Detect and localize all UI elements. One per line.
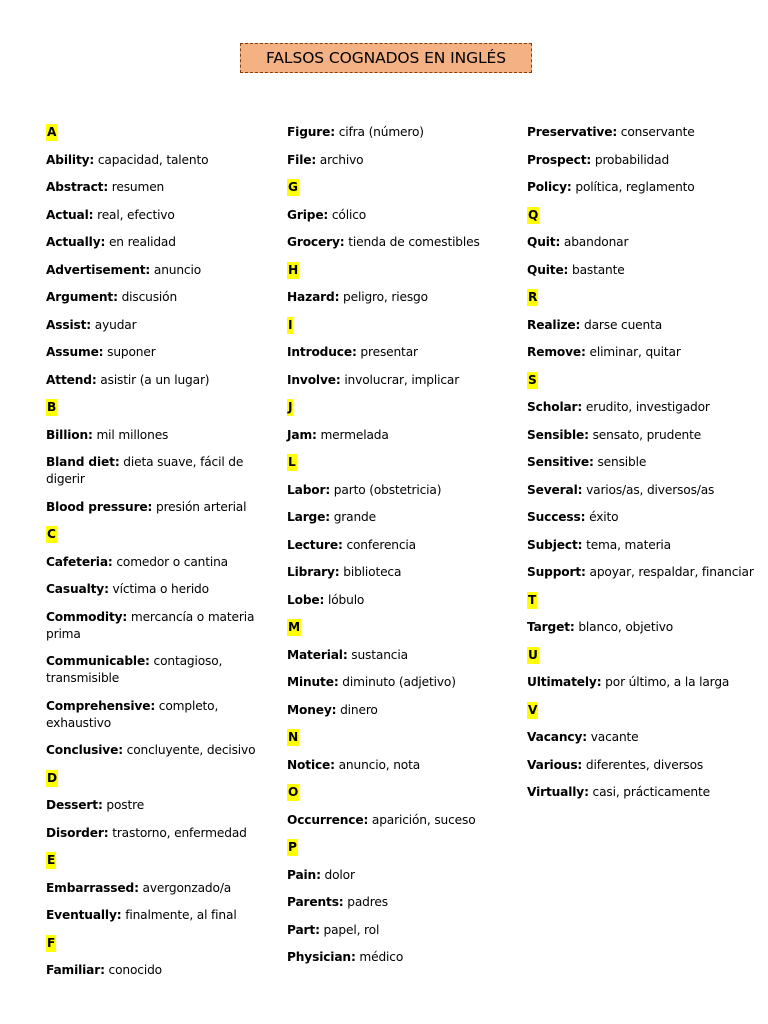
glossary-entry: [46, 581, 274, 598]
entry-definition: capacidad, talento: [94, 152, 209, 167]
letter-heading: [287, 784, 515, 801]
glossary-entry: [46, 825, 274, 842]
entry-term: Virtually:: [527, 785, 589, 799]
entry-definition: ayudar: [91, 317, 137, 332]
glossary-entry: [46, 372, 274, 389]
entry-definition: dieta suave, fácil de digerir: [46, 455, 244, 486]
entry-definition: cifra (número): [335, 125, 424, 139]
entry-definition: avergonzado/a: [138, 880, 232, 895]
entry-definition: probabilidad: [591, 152, 670, 167]
letter-heading-label: M: [288, 620, 300, 634]
glossary-entry: [287, 537, 515, 554]
column-1: [46, 124, 274, 990]
entry-term: Familiar:: [46, 963, 105, 977]
entry-definition: apoyar, respaldar, financiar: [585, 565, 754, 579]
glossary-entry: [46, 554, 274, 571]
entry-term: Figure:: [287, 125, 336, 139]
glossary-entry: [287, 124, 515, 141]
entry-definition: sensato, prudente: [588, 427, 702, 442]
letter-heading-label: E: [47, 853, 56, 867]
entry-term: Introduce:: [287, 345, 357, 359]
glossary-entry: [46, 962, 274, 979]
entry-term: Attend:: [46, 372, 97, 387]
letter-heading: [287, 619, 515, 636]
entry-term: Communicable:: [46, 654, 150, 668]
letter-heading-label: F: [47, 935, 56, 950]
letter-heading-label: G: [288, 180, 298, 194]
entry-definition: trastorno, enfermedad: [108, 825, 247, 840]
entry-definition: mermelada: [316, 427, 389, 442]
entry-definition: asistir (a un lugar): [96, 372, 210, 387]
entry-term: Realize:: [527, 317, 581, 332]
entry-term: Quit:: [527, 235, 561, 249]
entry-term: Actual:: [46, 207, 94, 222]
entry-definition: biblioteca: [339, 565, 402, 579]
entry-definition: sensible: [593, 455, 647, 469]
entry-definition: presentar: [356, 345, 418, 359]
letter-heading: [287, 399, 515, 416]
entry-definition: dolor: [320, 867, 355, 882]
entry-definition: tema, materia: [582, 537, 671, 552]
glossary-entry: [527, 509, 755, 526]
entry-term: Occurrence:: [287, 812, 369, 827]
glossary-entry: [46, 289, 274, 306]
entry-definition: conservante: [617, 125, 695, 139]
letter-heading: [527, 207, 755, 224]
letter-heading: [287, 729, 515, 746]
glossary-entry: [287, 427, 515, 444]
glossary-entry: [46, 609, 274, 643]
entry-definition: padres: [343, 895, 388, 909]
entry-definition: bastante: [568, 262, 625, 277]
entry-definition: darse cuenta: [580, 317, 663, 332]
entry-term: Vacancy:: [527, 730, 587, 744]
entry-definition: erudito, investigador: [582, 400, 710, 414]
entry-term: Actually:: [46, 235, 106, 249]
letter-heading: [287, 839, 515, 856]
entry-term: Blood pressure:: [46, 499, 153, 514]
glossary-entry: [287, 812, 515, 829]
entry-term: Support:: [527, 565, 586, 579]
letter-heading: [527, 372, 755, 389]
letter-heading-label: J: [288, 400, 293, 414]
entry-term: Lecture:: [287, 537, 343, 552]
entry-definition: concluyente, decisivo: [122, 743, 256, 757]
entry-term: Various:: [527, 757, 583, 772]
entry-term: Ultimately:: [527, 675, 602, 689]
entry-definition: eliminar, quitar: [585, 345, 681, 359]
entry-definition: política, reglamento: [571, 180, 695, 194]
entry-definition: presión arterial: [152, 499, 247, 514]
glossary-entry: [46, 234, 274, 251]
letter-heading-label: C: [47, 527, 56, 541]
glossary-entry: [527, 317, 755, 334]
glossary-entry: [527, 564, 755, 581]
glossary-entry: [46, 907, 274, 924]
entry-definition: finalmente, al final: [121, 908, 237, 922]
glossary-entry: [287, 674, 515, 691]
glossary-entry: [46, 653, 274, 687]
entry-definition: comedor o cantina: [112, 554, 228, 569]
glossary-entry: [46, 698, 274, 732]
entry-definition: varios/as, diversos/as: [582, 482, 715, 497]
glossary-entry: [527, 179, 755, 196]
entry-definition: blanco, objetivo: [574, 620, 674, 634]
entry-term: Physician:: [287, 950, 356, 964]
glossary-entry: [287, 647, 515, 664]
entry-term: Commodity:: [46, 609, 128, 624]
glossary-entry: [527, 537, 755, 554]
letter-heading-label: A: [47, 125, 57, 139]
entry-term: Conclusive:: [46, 743, 123, 757]
glossary-entry: [527, 757, 755, 774]
entry-definition: parto (obstetricia): [330, 482, 442, 497]
entry-definition: peligro, riesgo: [339, 290, 428, 304]
glossary-entry: [287, 592, 515, 609]
entry-term: Money:: [287, 702, 337, 717]
glossary-entry: [46, 179, 274, 196]
entry-definition: víctima o herido: [108, 582, 209, 596]
entry-term: Hazard:: [287, 290, 340, 304]
entry-definition: anuncio: [150, 262, 202, 277]
entry-term: Pain:: [287, 867, 321, 882]
entry-term: Comprehensive:: [46, 698, 156, 713]
glossary-entry: [287, 152, 515, 169]
glossary-entry: [287, 702, 515, 719]
glossary-entry: [46, 207, 274, 224]
entry-definition: grande: [329, 510, 376, 524]
entry-term: Advertisement:: [46, 262, 151, 277]
entry-definition: dinero: [336, 702, 378, 717]
letter-heading-label: V: [528, 702, 538, 717]
entry-term: Scholar:: [527, 400, 583, 414]
glossary-entry: [46, 499, 274, 516]
entry-term: Minute:: [287, 675, 339, 689]
glossary-entry: [527, 124, 755, 141]
entry-term: Grocery:: [287, 235, 345, 249]
letter-heading: [287, 317, 515, 334]
letter-heading-label: U: [528, 647, 538, 662]
glossary-entry: [46, 344, 274, 361]
glossary-entry: [287, 372, 515, 389]
entry-definition: involucrar, implicar: [340, 372, 460, 387]
entry-definition: real, efectivo: [93, 207, 175, 222]
glossary-entry: [527, 152, 755, 169]
glossary-entry: [46, 797, 274, 814]
glossary-entry: [527, 262, 755, 279]
glossary-entry: [287, 509, 515, 526]
letter-heading: [46, 399, 274, 416]
letter-heading: [287, 454, 515, 471]
entry-term: Material:: [287, 647, 348, 662]
entry-term: Jam:: [287, 427, 317, 442]
entry-definition: mil millones: [92, 427, 169, 442]
entry-term: Disorder:: [46, 825, 109, 840]
letter-heading-label: L: [288, 455, 296, 469]
entry-definition: contagioso, transmisible: [46, 654, 223, 685]
entry-term: Remove:: [527, 345, 586, 359]
glossary-entry: [287, 482, 515, 499]
entry-term: Gripe:: [287, 207, 329, 222]
glossary-entry: [527, 482, 755, 499]
glossary-entry: [527, 674, 755, 691]
entry-definition: anuncio, nota: [334, 757, 421, 772]
entry-term: Dessert:: [46, 798, 103, 812]
entry-term: Casualty:: [46, 582, 109, 596]
entry-term: Policy:: [527, 180, 572, 194]
letter-heading-label: H: [288, 262, 299, 277]
entry-term: Preservative:: [527, 125, 618, 139]
glossary-entry: [287, 234, 515, 251]
entry-definition: mercancía o materia prima: [46, 609, 255, 641]
entry-definition: discusión: [117, 290, 178, 304]
glossary-entry: [287, 922, 515, 939]
entry-definition: suponer: [103, 345, 156, 359]
column-3: [527, 124, 755, 812]
entry-definition: sustancia: [347, 647, 408, 662]
glossary-entry: [46, 427, 274, 444]
glossary-entry: [527, 427, 755, 444]
entry-definition: en realidad: [105, 235, 176, 249]
glossary-entry: [46, 742, 274, 759]
glossary-entry: [287, 894, 515, 911]
title-box: [240, 43, 532, 73]
letter-heading-label: Q: [528, 207, 539, 222]
letter-heading: [527, 647, 755, 664]
entry-term: Parents:: [287, 895, 344, 909]
entry-definition: postre: [102, 798, 145, 812]
entry-definition: conocido: [104, 963, 162, 977]
entry-term: Large:: [287, 510, 330, 524]
entry-term: Lobe:: [287, 592, 325, 607]
letter-heading: [46, 852, 274, 869]
entry-term: Sensitive:: [527, 455, 594, 469]
glossary-entry: [527, 619, 755, 636]
entry-term: Billion:: [46, 427, 93, 442]
entry-term: Success:: [527, 510, 586, 524]
glossary-entry: [287, 207, 515, 224]
entry-term: Cafeteria:: [46, 554, 113, 569]
entry-term: Notice:: [287, 757, 335, 772]
entry-definition: médico: [355, 950, 404, 964]
glossary-entry: [287, 344, 515, 361]
page-title: FALSOS COGNADOS EN INGLÉS: [266, 49, 506, 67]
letter-heading: [46, 935, 274, 952]
letter-heading-label: T: [528, 592, 537, 607]
glossary-entry: [46, 880, 274, 897]
glossary-entry: [287, 949, 515, 966]
glossary-entry: [46, 152, 274, 169]
letter-heading: [46, 770, 274, 787]
letter-heading: [527, 289, 755, 306]
glossary-entry: [46, 454, 274, 488]
entry-term: Prospect:: [527, 152, 592, 167]
glossary-entry: [287, 289, 515, 306]
letter-heading: [527, 592, 755, 609]
entry-definition: completo, exhaustivo: [46, 698, 219, 730]
entry-definition: resumen: [108, 180, 165, 194]
entry-definition: diminuto (adjetivo): [338, 675, 456, 689]
glossary-entry: [287, 564, 515, 581]
entry-term: File:: [287, 152, 317, 167]
entry-term: Assist:: [46, 317, 92, 332]
entry-term: Quite:: [527, 262, 569, 277]
entry-term: Eventually:: [46, 908, 122, 922]
letter-heading: [287, 179, 515, 196]
glossary-entry: [527, 399, 755, 416]
entry-definition: abandonar: [560, 235, 629, 249]
letter-heading: [287, 262, 515, 279]
letter-heading-label: R: [528, 290, 538, 304]
entry-definition: conferencia: [342, 537, 416, 552]
glossary-entry: [287, 757, 515, 774]
entry-term: Involve:: [287, 372, 341, 387]
entry-definition: éxito: [585, 510, 619, 524]
letter-heading-label: D: [47, 770, 57, 785]
glossary-entry: [527, 234, 755, 251]
glossary-entry: [527, 784, 755, 801]
letter-heading-label: O: [288, 785, 299, 799]
entry-definition: cólico: [328, 207, 367, 222]
entry-term: Several:: [527, 482, 583, 497]
entry-term: Subject:: [527, 537, 583, 552]
column-2: [287, 124, 515, 977]
entry-term: Ability:: [46, 152, 95, 167]
letter-heading: [46, 526, 274, 543]
entry-definition: papel, rol: [319, 922, 380, 937]
entry-definition: casi, prácticamente: [588, 785, 710, 799]
letter-heading-label: P: [288, 840, 297, 854]
entry-definition: por último, a la larga: [601, 675, 730, 689]
entry-term: Embarrassed:: [46, 880, 139, 895]
glossary-entry: [527, 454, 755, 471]
glossary-entry: [287, 867, 515, 884]
entry-definition: aparición, suceso: [368, 812, 476, 827]
letter-heading-label: I: [288, 317, 293, 332]
glossary-entry: [527, 344, 755, 361]
entry-definition: diferentes, diversos: [582, 757, 704, 772]
letter-heading-label: S: [528, 372, 537, 387]
entry-term: Labor:: [287, 482, 331, 497]
glossary-entry: [46, 317, 274, 334]
entry-definition: vacante: [586, 730, 639, 744]
entry-term: Abstract:: [46, 180, 109, 194]
entry-term: Part:: [287, 922, 320, 937]
entry-term: Bland diet:: [46, 455, 120, 469]
entry-term: Library:: [287, 565, 340, 579]
letter-heading-label: B: [47, 400, 57, 414]
entry-term: Assume:: [46, 345, 104, 359]
entry-definition: tienda de comestibles: [344, 235, 480, 249]
glossary-entry: [46, 262, 274, 279]
letter-heading: [46, 124, 274, 141]
entry-definition: lóbulo: [324, 592, 365, 607]
letter-heading-label: N: [288, 730, 299, 744]
letter-heading: [527, 702, 755, 719]
entry-term: Target:: [527, 620, 575, 634]
entry-term: Sensible:: [527, 427, 589, 442]
entry-term: Argument:: [46, 290, 118, 304]
entry-definition: archivo: [316, 152, 364, 167]
glossary-entry: [527, 729, 755, 746]
